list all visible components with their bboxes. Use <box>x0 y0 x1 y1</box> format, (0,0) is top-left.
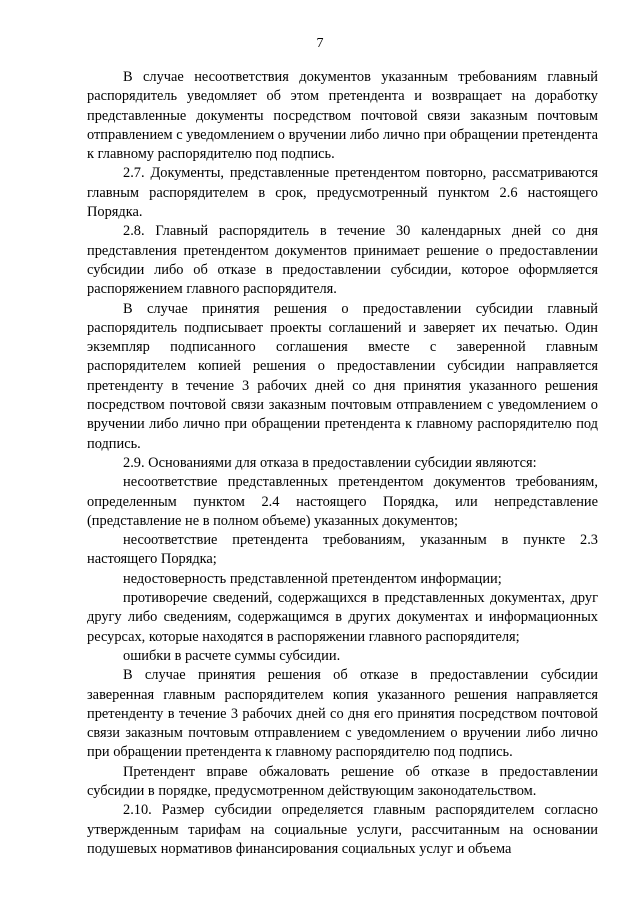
paragraph-2-10: 2.10. Размер субсидии определяется главным распорядителем согласно утвержденным тарифам на социальные услуги, рассчитанным на основании подушевых нормативов финансирования социальных услуг и объема <box>87 802 598 857</box>
paragraph-2-8: 2.8. Главный распорядитель в течение 30 календарных дней со дня представления претендентом документов принимает решение о предоставлении субсидии либо об отказе в предоставлении субсидии, которое оформляется распоряжением главного распорядителя. <box>87 223 598 298</box>
list-item-contradictions: противоречие сведений, содержащихся в представленных документах, друг другу либо сведениям, содержащимся в других документах и информационных ресурсах, которые находятся в распоряжении главного распорядителя; <box>87 590 598 645</box>
paragraph-appeal: Претендент вправе обжаловать решение об отказе в предоставлении субсидии в порядке, предусмотренном действующим законодательством. <box>87 763 598 799</box>
page-number: 7 <box>316 36 324 51</box>
list-item-calculation-errors: ошибки в расчете суммы субсидии. <box>123 647 341 664</box>
paragraph-2-7: 2.7. Документы, представленные претендентом повторно, рассматриваются главным распорядителем в срок, предусмотренный пунктом 2.6 настоящего Порядка. <box>87 165 598 221</box>
paragraph-2-9: 2.9. Основаниями для отказа в предоставлении субсидии являются: <box>123 454 537 471</box>
paragraph-grant-decision: В случае принятия решения о предоставлении субсидии главный распорядитель подписывает проекты соглашений и заверяет их печатью. Один экземпляр подписанного соглашения вместе с заверенной главным распорядителем копией решения о предоставлении субсидии направляется претенденту в течение 3 рабочих дней со дня принятия указанного решения посредством почтовой связи заказным почтовым отправлением с уведомлением о вручении либо лично при обращении претендента к главному распорядителю под подпись. <box>87 300 598 452</box>
paragraph-noncompliance-notice: В случае несоответствия документов указанным требованиям главный распорядитель уведомляет об этом претендента и возвращает на доработку представленные документы посредством почтовой связи заказным почтовым отправлением с уведомлением о вручении либо лично при обращении претендента к главному распорядителю под подпись. <box>87 69 598 163</box>
paragraph-refusal-decision: В случае принятия решения об отказе в предоставлении субсидии заверенная главным распорядителем копия указанного решения направляется претенденту в течение 3 рабочих дней со дня его принятия посредством почтовой связи заказным почтовым отправлением с уведомлением о вручении либо лично при обращении претендента к главному распорядителю под подпись. <box>87 667 598 761</box>
list-item-applicant-noncompliance: несоответствие претендента требованиям, указанным в пункте 2.3 настоящего Порядка; <box>87 532 598 568</box>
list-item-documents-noncompliance: несоответствие представленных претендентом документов требованиям, определенным пунктом 2.4 настоящего Порядка, или непредставление (представление не в полном объеме) указанных документов; <box>87 474 598 529</box>
document-body <box>87 68 598 859</box>
list-item-false-information: недостоверность представленной претендентом информации; <box>123 570 502 587</box>
